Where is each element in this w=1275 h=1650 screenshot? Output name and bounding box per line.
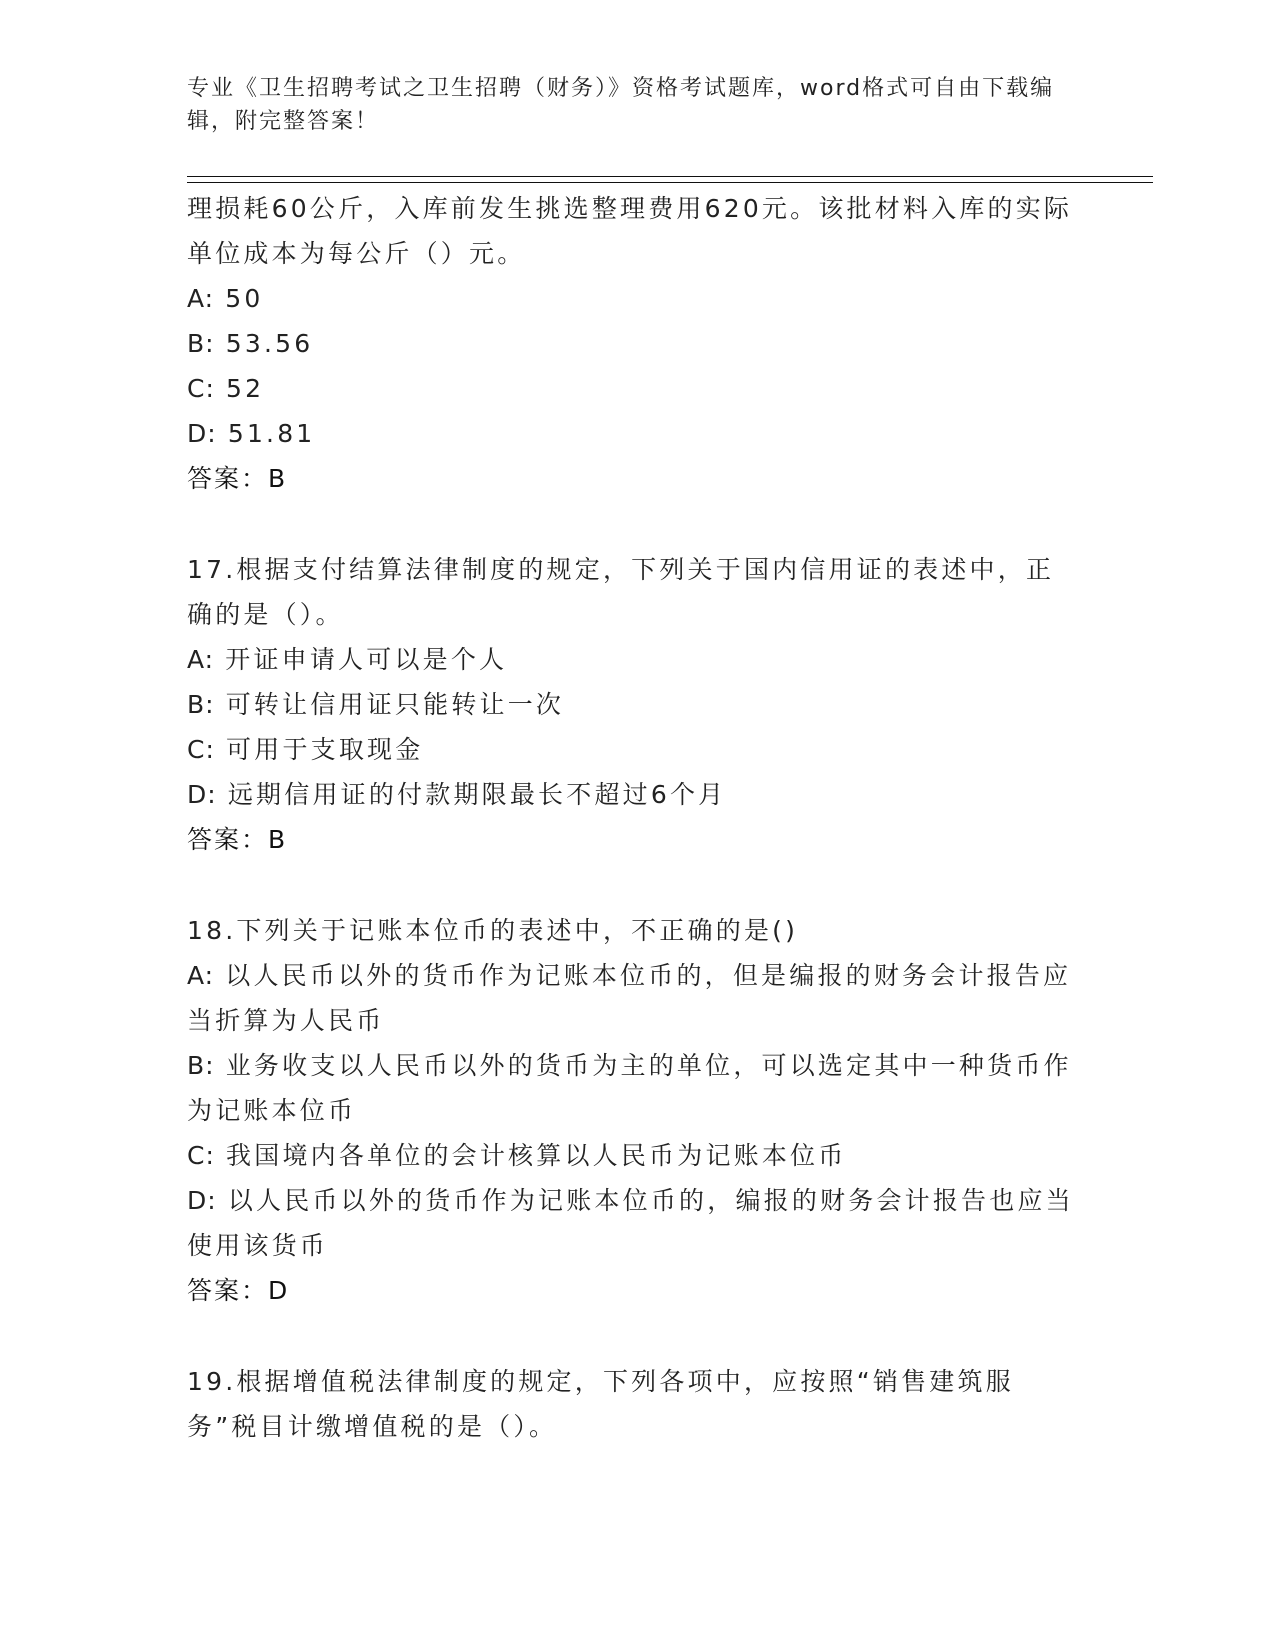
option-letter: C:: [187, 374, 215, 403]
question-17-stem: 17.根据支付结算法律制度的规定，下列关于国内信用证的表述中，正确的是（）。: [187, 555, 1055, 629]
option-text: 我国境内各单位的会计核算以人民币为记账本位币: [226, 1141, 847, 1170]
option-text: 51.81: [227, 419, 316, 448]
option-letter: A:: [187, 961, 215, 990]
option-text: 以人民币以外的货币作为记账本位币的，但是编报的财务会计报告应当折算为人民币: [187, 961, 1072, 1035]
question-18-option-a: [187, 953, 1077, 1043]
question-18-answer: 答案：D: [187, 1276, 290, 1305]
option-text: 以人民币以外的货币作为记账本位币的，编报的财务会计报告也应当使用该货币: [187, 1186, 1074, 1260]
question-list: [187, 186, 1077, 1449]
question-17-answer: 答案：B: [187, 825, 288, 854]
option-text: 可用于支取现金: [226, 735, 424, 764]
option-letter: A:: [187, 645, 215, 674]
option-text: 53.56: [225, 329, 314, 358]
option-text: 远期信用证的付款期限最长不超过6个月: [227, 780, 727, 809]
question-18-stem: 18.下列关于记账本位币的表述中，不正确的是(): [187, 916, 799, 945]
header-rule-bottom: [187, 182, 1153, 183]
option-text: 开证申请人可以是个人: [225, 645, 508, 674]
question-16-option-a: [187, 276, 1077, 321]
option-letter: D:: [187, 1186, 217, 1215]
question-16-option-d: [187, 411, 1077, 456]
question-17-option-c: [187, 727, 1077, 772]
question-17: [187, 547, 1077, 862]
question-17-option-d: [187, 772, 1077, 817]
header-text: 专业《卫生招聘考试之卫生招聘（财务）》资格考试题库，word格式可自由下载编辑，附完整答案！: [187, 76, 1055, 134]
option-letter: B:: [187, 690, 215, 719]
question-17-option-b: [187, 682, 1077, 727]
question-16: [187, 186, 1077, 501]
option-text: 50: [225, 284, 264, 313]
option-letter: B:: [187, 1051, 215, 1080]
question-16-answer: 答案：B: [187, 464, 288, 493]
option-text: 52: [226, 374, 265, 403]
option-letter: D:: [187, 419, 217, 448]
option-letter: C:: [187, 1141, 215, 1170]
spacer: [187, 1313, 1077, 1359]
question-16-stem: 理损耗60公斤，入库前发生挑选整理费用620元。该批材料入库的实际单位成本为每公斤（）元。: [187, 194, 1073, 268]
spacer: [187, 501, 1077, 547]
option-letter: A:: [187, 284, 215, 313]
question-19: [187, 1359, 1077, 1449]
option-letter: D:: [187, 780, 217, 809]
header-rule-top: [187, 176, 1153, 177]
spacer: [187, 862, 1077, 908]
question-18-option-c: [187, 1133, 1077, 1178]
question-16-option-c: [187, 366, 1077, 411]
option-text: 业务收支以人民币以外的货币为主的单位，可以选定其中一种货币作为记账本位币: [187, 1051, 1072, 1125]
question-17-option-a: [187, 637, 1077, 682]
option-letter: C:: [187, 735, 215, 764]
option-text: 可转让信用证只能转让一次: [225, 690, 565, 719]
option-letter: B:: [187, 329, 215, 358]
question-19-stem: 19.根据增值税法律制度的规定，下列各项中，应按照“销售建筑服务”税目计缴增值税的是（）。: [187, 1367, 1014, 1441]
question-16-option-b: [187, 321, 1077, 366]
question-18: [187, 908, 1077, 1313]
question-18-option-b: [187, 1043, 1077, 1133]
document-header: [187, 72, 1067, 138]
question-18-option-d: [187, 1178, 1077, 1268]
